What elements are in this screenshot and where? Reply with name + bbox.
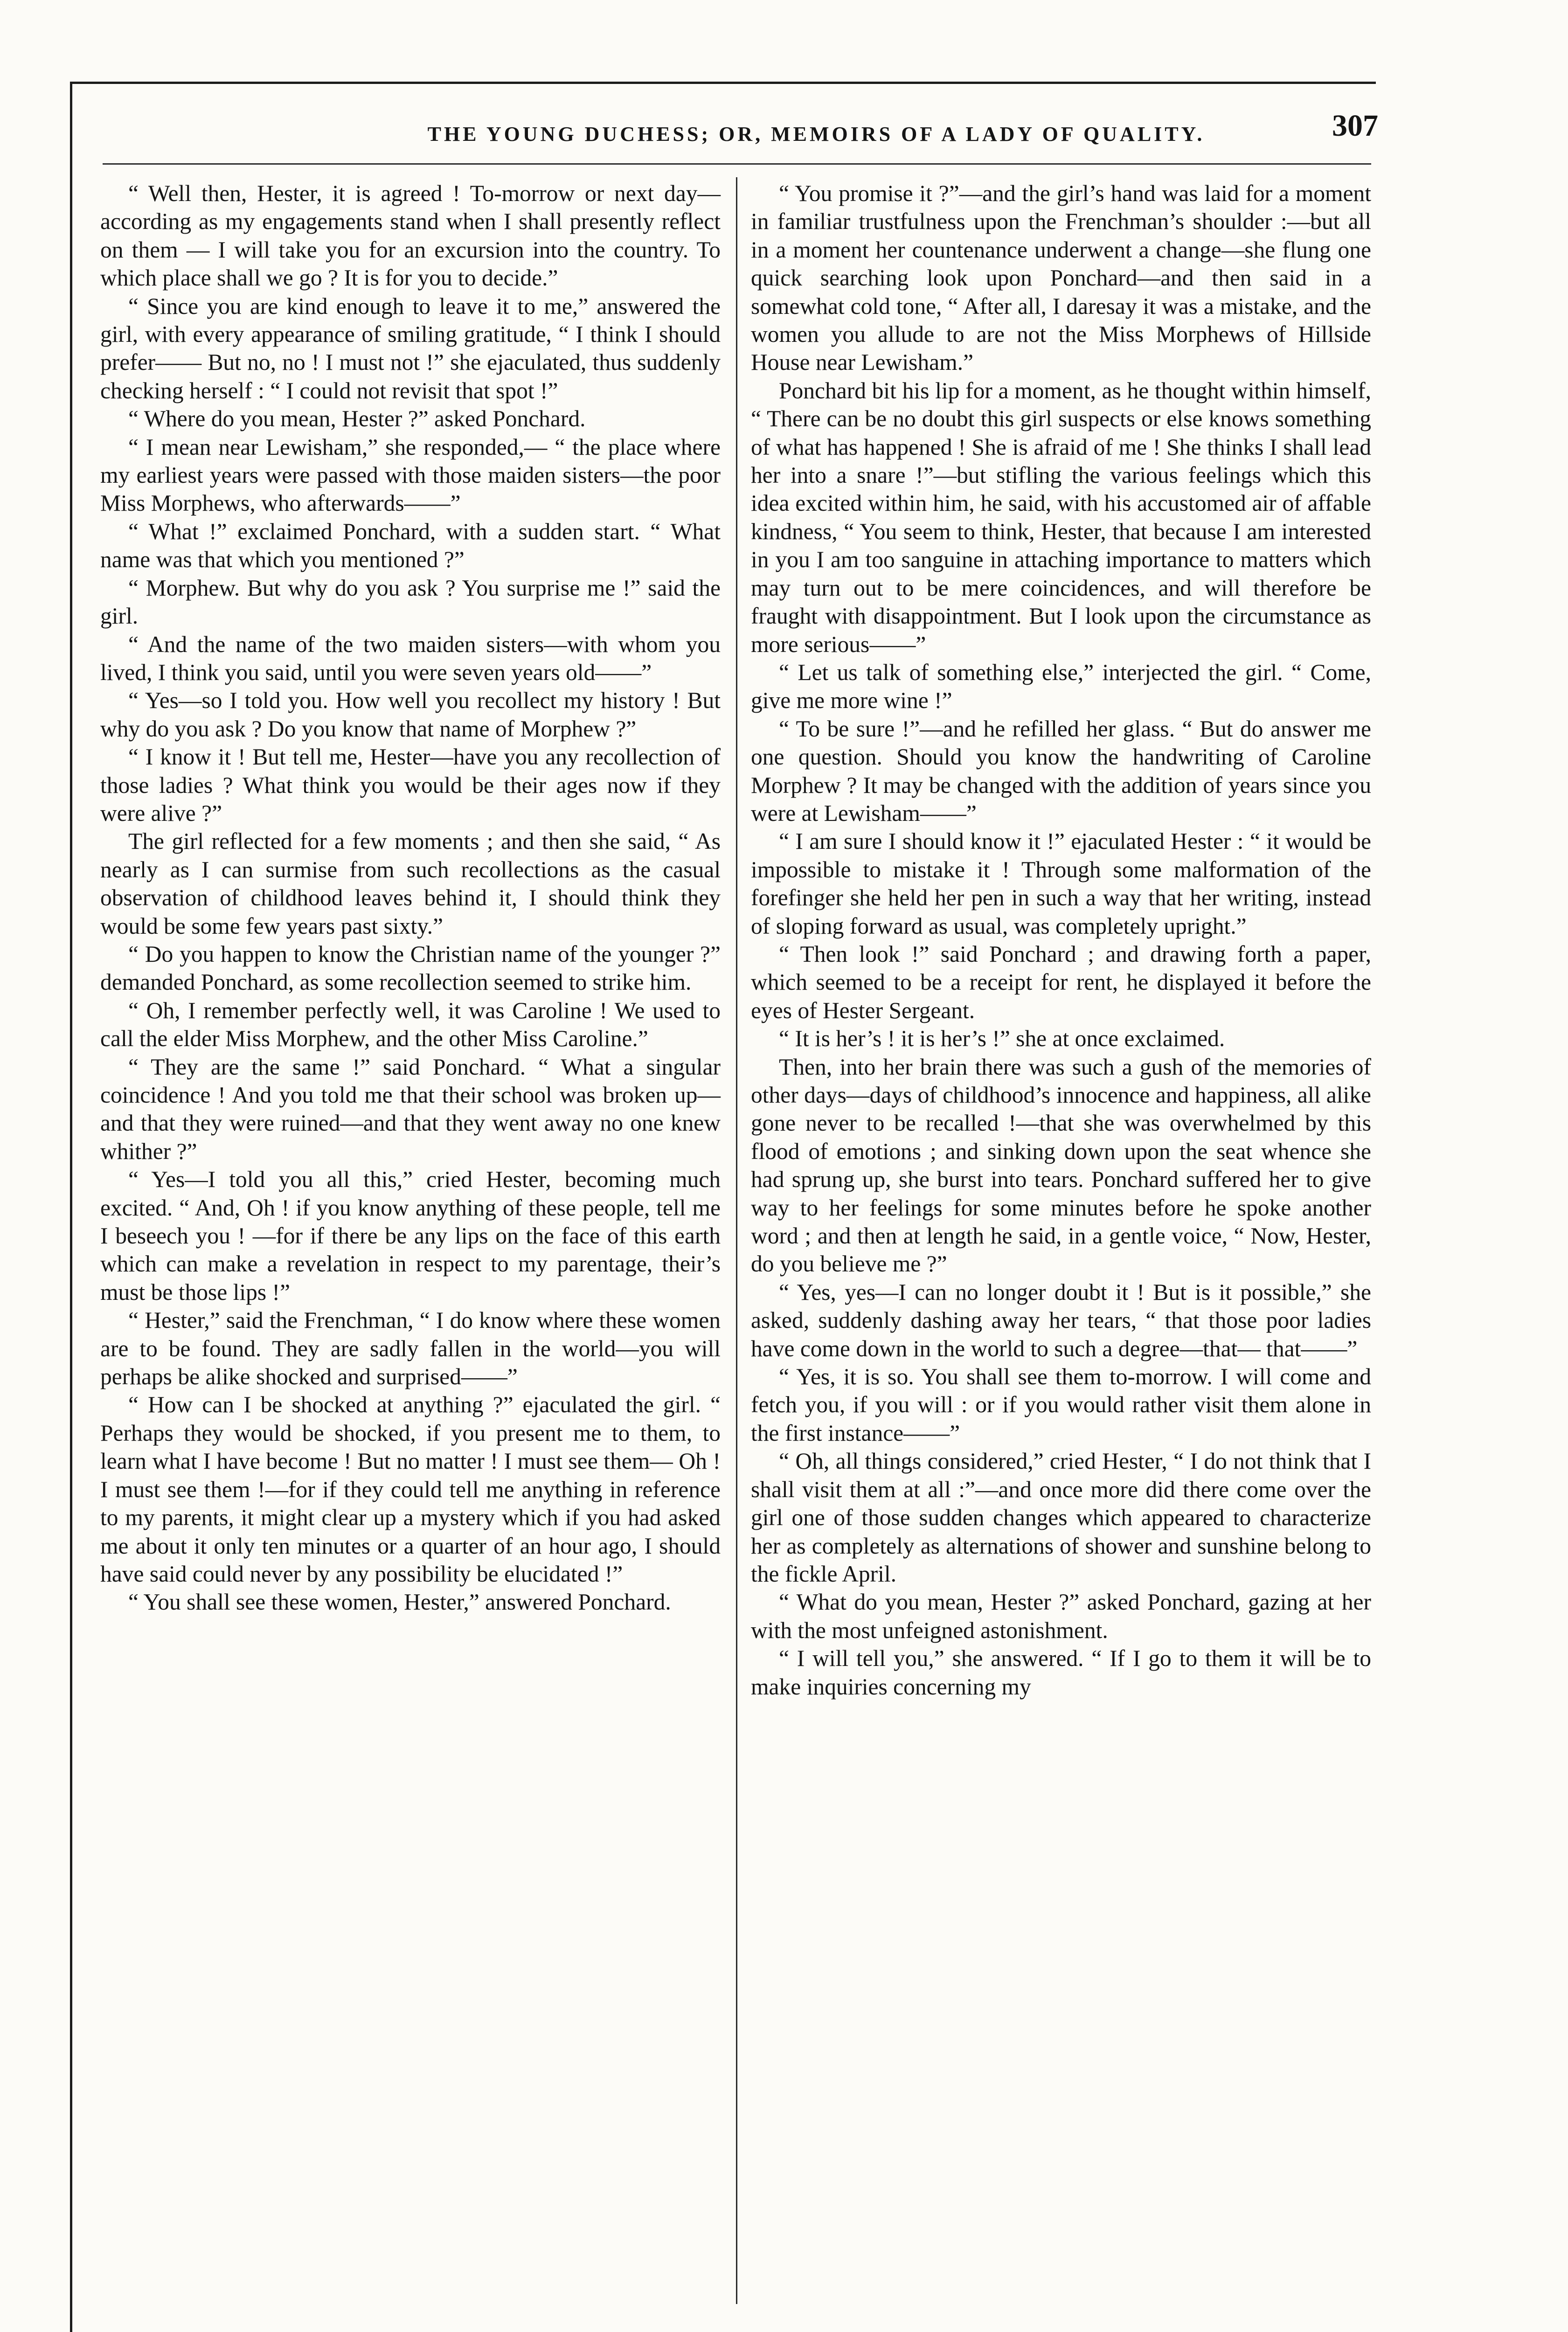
header-rule — [103, 163, 1371, 165]
paragraph: “ Morphew. But why do you ask ? You surprise me !” said the girl. — [100, 575, 721, 629]
paragraph: “ You shall see these women, Hester,” answered Ponchard. — [128, 1589, 671, 1615]
paragraph: “ Hester,” said the Frenchman, “ I do know where these women are to be found. They are sadly fallen in the world—you will perhaps be alike shocked and surprised——” — [100, 1307, 721, 1390]
paragraph: Then, into her brain there was such a gush of the memories of other days—days of childhood’s innocence and happiness, all alike gone never to be recalled !—that she was overwhelmed by this flood of emotions ; and sinking down upon the seat whence she had sprung up, she burst into tears. Ponchard suffered her to give way to her feelings for some minutes before he spoke another word ; and then at length he said, in a gentle voice, “ Now, Hester, do you believe me ?” — [751, 1054, 1371, 1277]
page-number: 307 — [1332, 109, 1378, 143]
paragraph: “ It is her’s ! it is her’s !” she at once exclaimed. — [779, 1026, 1225, 1052]
column-divider — [736, 177, 737, 2304]
paragraph: “ I am sure I should know it !” ejaculated Hester : “ it would be impossible to mistake it ! Through some malformation of the forefinger she held her pen in such a way that her writing, instead of sloping forward as usual, was completely upright.” — [751, 828, 1371, 939]
paragraph: “ How can I be shocked at anything ?” ejaculated the girl. “ Perhaps they would be shocked, if you present me to them, to learn what I have become ! But no matter ! I must see them— Oh ! I must see them !—for if they could tell me anything in reference to my parents, it might clear up a mystery which if you had asked me about it only ten minutes or a quarter of an hour ago, I should have said could never by any possibility be elucidated !” — [100, 1392, 721, 1587]
paragraph: “ I know it ! But tell me, Hester—have you any recollection of those ladies ? What think you would be their ages now if they were alive ?” — [100, 744, 721, 826]
paragraph: “ I mean near Lewisham,” she responded,— “ the place where my earliest years were passed with those maiden sisters—the poor Miss Morphews, who afterwards——” — [100, 434, 721, 516]
paragraph: “ Then look !” said Ponchard ; and drawing forth a paper, which seemed to be a receipt for rent, he displayed it before the eyes of Hester Sergeant. — [751, 941, 1371, 1023]
paragraph: “ Yes—I told you all this,” cried Hester, becoming much excited. “ And, Oh ! if you know anything of these people, tell me I beseech you ! —for if there be any lips on the face of this earth which can make a revelation in respect to my parentage, their’s must be those lips !” — [100, 1166, 721, 1305]
paragraph: “ What !” exclaimed Ponchard, with a sudden start. “ What name was that which you mentioned ?” — [100, 518, 721, 573]
paragraph: “ Yes, it is so. You shall see them to-morrow. I will come and fetch you, if you will : or if you would rather visit them alone in the first instance——” — [751, 1364, 1371, 1446]
running-title: THE YOUNG DUCHESS; OR, MEMOIRS OF A LADY OF QUALITY. — [427, 123, 1205, 146]
paragraph: “ Oh, I remember perfectly well, it was Caroline ! We used to call the elder Miss Morphew, and the other Miss Caroline.” — [100, 997, 721, 1052]
paragraph: “ You promise it ?”—and the girl’s hand was laid for a moment in familiar trustfulness upon the Frenchman’s shoulder :—but all in a moment her countenance underwent a change—she flung one quick searching look upon Ponchard—and then said in a somewhat cold tone, “ After all, I daresay it was a mistake, and the women you allude to are not the Miss Morphews of Hillside House near Lewisham.” — [751, 180, 1371, 375]
paragraph: “ And the name of the two maiden sisters—with whom you lived, I think you said, until you were seven years old——” — [100, 631, 721, 685]
paragraph: “ Since you are kind enough to leave it to me,” answered the girl, with every appearance of smiling gratitude, “ I think I should prefer—— But no, no ! I must not !” she ejaculated, thus suddenly checking herself : “ I could not revisit that spot !” — [100, 293, 721, 403]
paragraph: “ Do you happen to know the Christian name of the younger ?” demanded Ponchard, as some recollection seemed to strike him. — [100, 941, 721, 995]
left-frame-rule — [70, 82, 72, 2332]
paragraph: “ I will tell you,” she answered. “ If I go to them it will be to make inquiries concerning my — [751, 1645, 1371, 1700]
paragraph: “ Oh, all things considered,” cried Hester, “ I do not think that I shall visit them at all :”—and once more did there come over the girl one of those sudden changes which appeared to characterize her as completely as alternations of shower and sunshine belong to the fickle April. — [751, 1448, 1371, 1587]
paragraph: “ Where do you mean, Hester ?” asked Ponchard. — [128, 406, 586, 432]
paragraph: Ponchard bit his lip for a moment, as he thought within himself, “ There can be no doubt this girl suspects or else knows something of what has happened ! She is afraid of me ! She thinks I shall lead her into a snare !”—but stifling the various feelings which this idea excited within him, he said, with his accustomed air of affable kindness, “ You seem to think, Hester, that because I am interested in you I am too sanguine in attaching importance to matters which may turn out to be mere coincidences, and will therefore be fraught with disappointment. But I look upon the circumstance as more serious——” — [751, 377, 1371, 657]
paragraph: “ Yes, yes—I can no longer doubt it ! But is it possible,” she asked, suddenly dashing away her tears, “ that those poor ladies have come down in the world to such a degree—that— that——” — [751, 1279, 1371, 1361]
paragraph: “ Yes—so I told you. How well you recollect my history ! But why do you ask ? Do you know that name of Morphew ?” — [100, 687, 721, 742]
paragraph: “ Let us talk of something else,” interjected the girl. “ Come, give me more wine !” — [751, 659, 1371, 714]
paragraph: “ What do you mean, Hester ?” asked Ponchard, gazing at her with the most unfeigned astonishment. — [751, 1589, 1371, 1643]
left-text-column — [100, 180, 721, 1617]
right-text-column — [751, 180, 1371, 1701]
top-frame-rule — [70, 82, 1376, 84]
paragraph: “ To be sure !”—and he refilled her glass. “ But do answer me one question. Should you know the handwriting of Caroline Morphew ? It may be changed with the addition of years since you were at Lewisham——” — [751, 715, 1371, 826]
paragraph: “ Well then, Hester, it is agreed ! To-morrow or next day—according as my engagements stand when I shall presently reflect on them — I will take you for an excursion into the country. To which place shall we go ? It is for you to decide.” — [100, 180, 721, 291]
paragraph: “ They are the same !” said Ponchard. “ What a singular coincidence ! And you told me that their school was broken up—and that they were ruined—and that they went away no one knew whither ?” — [100, 1054, 721, 1164]
paragraph: The girl reflected for a few moments ; and then she said, “ As nearly as I can surmise from such recollections as the casual observation of childhood leaves behind it, I should think they would be some few years past sixty.” — [100, 828, 721, 939]
